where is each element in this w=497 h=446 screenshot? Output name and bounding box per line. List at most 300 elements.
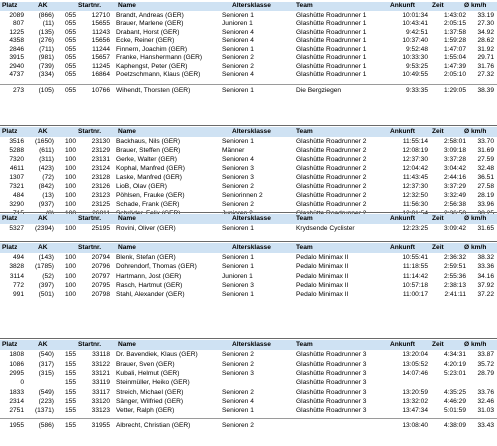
- table-row: [0, 20, 497, 29]
- cell-team: Glashütte Roadrunner 1: [296, 54, 367, 62]
- cell-ak: (13): [42, 192, 54, 199]
- cell-team: Glashütte Roadrunner 2: [296, 138, 367, 145]
- cell-team: Glashütte Roadrunner 3: [296, 379, 367, 387]
- cell-platz: 3516: [9, 138, 24, 145]
- cell-ankunft: 13:47:34: [402, 407, 428, 415]
- cell-nr: 23129: [91, 147, 110, 154]
- cell-team: Glashütte Roadrunner 1: [296, 37, 367, 45]
- cell-klasse: Senioren 1: [222, 45, 254, 53]
- header-team: Team: [296, 2, 313, 9]
- cell-team: Glashütte Roadrunner 3: [296, 397, 367, 405]
- cell-platz: 2314: [9, 397, 24, 405]
- cell-platz: 494: [12, 254, 24, 262]
- cell-ak: (549): [38, 388, 54, 396]
- cell-name: Gerke, Walter (GER): [116, 156, 177, 163]
- cell-nr: 33122: [91, 360, 110, 368]
- cell-team: Glashütte Roadrunner 2: [296, 183, 367, 190]
- cell-zeit: 3:32:49: [444, 192, 466, 199]
- cell-zeit: 2:55:36: [444, 272, 466, 280]
- header-klasse: Altersklasse: [232, 128, 271, 135]
- cell-nr: 33123: [91, 407, 110, 415]
- cell-zeit: 2:38:13: [444, 281, 466, 289]
- cell-nr: 33118: [92, 351, 110, 359]
- header-platz: Platz: [2, 244, 18, 251]
- cell-platz: 2089: [9, 11, 24, 19]
- table-separator: [0, 125, 497, 126]
- table-row: [0, 378, 497, 387]
- cell-ankunft: 14:07:46: [402, 369, 428, 377]
- cell-zeit: 4:34:31: [444, 351, 466, 359]
- table-header: [0, 127, 497, 137]
- row-divider: [0, 84, 497, 85]
- table-row: [0, 272, 497, 281]
- cell-ankunft: 10:37:40: [402, 37, 428, 45]
- cell-name: Sänger, Wilfried (GER): [116, 397, 184, 405]
- cell-platz: 3114: [9, 272, 24, 280]
- cell-team: Glashütte Roadrunner 1: [296, 20, 367, 28]
- header-ankunft: Ankunft: [390, 215, 415, 222]
- cell-ankunft: 11:18:55: [402, 263, 428, 271]
- cell-dist: 155: [64, 397, 76, 405]
- header-ankunft: Ankunft: [390, 128, 415, 135]
- cell-dist: 155: [64, 369, 76, 377]
- cell-ak: (52): [42, 272, 54, 280]
- cell-name: Laske, Manfred (GER): [116, 174, 182, 181]
- cell-ankunft: 9:52:48: [406, 45, 428, 53]
- cell-ankunft: 11:14:42: [402, 272, 428, 280]
- cell-klasse: Senioren 2: [222, 183, 254, 190]
- cell-nr: 25195: [91, 225, 110, 232]
- cell-platz: 4611: [9, 165, 24, 172]
- cell-kmh: 32.48: [477, 165, 494, 172]
- cell-nr: 31955: [91, 422, 110, 430]
- cell-name: Schade, Frank (GER): [116, 201, 180, 208]
- header-name: Name: [118, 215, 136, 222]
- cell-ak: (540): [38, 351, 54, 359]
- cell-ankunft: 10:57:18: [402, 281, 428, 289]
- cell-dist: 155: [64, 351, 76, 359]
- cell-name: Albrecht, Christian (GER): [116, 422, 191, 430]
- cell-name: Kaphengst, Peter (GER): [116, 62, 188, 70]
- cell-kmh: 31.03: [477, 407, 494, 415]
- cell-ak: (311): [39, 156, 54, 163]
- table-row: [0, 173, 497, 182]
- cell-ankunft: 11:00:17: [402, 291, 428, 298]
- cell-zeit: 1:29:05: [444, 86, 466, 94]
- cell-dist: 100: [64, 165, 76, 172]
- header-nr: Startnr.: [78, 2, 102, 9]
- cell-name: Backhaus, Nils (GER): [116, 138, 181, 145]
- cell-name: Ecke, Reiner (GER): [116, 37, 175, 45]
- header-name: Name: [118, 2, 136, 9]
- header-name: Name: [118, 128, 136, 135]
- cell-ankunft: 13:20:04: [402, 351, 428, 359]
- table-row: [0, 397, 497, 406]
- cell-ak: (315): [38, 369, 54, 377]
- table-row: [0, 155, 497, 164]
- cell-ak: (334): [38, 71, 54, 79]
- cell-platz: 5288: [9, 147, 24, 154]
- cell-platz: 2751: [9, 407, 24, 415]
- cell-klasse: Junioren 1: [222, 20, 253, 28]
- cell-kmh: 31.69: [477, 147, 494, 154]
- header-zeit: Zeit: [432, 244, 444, 251]
- cell-ankunft: 12:37:30: [402, 156, 428, 163]
- cell-kmh: 32.46: [477, 397, 494, 405]
- cell-name: Wihendt, Thorsten (GER): [116, 86, 191, 94]
- table-row: [0, 63, 497, 72]
- header-zeit: Zeit: [432, 341, 444, 348]
- header-klasse: Altersklasse: [232, 244, 271, 251]
- cell-nr: 12710: [91, 11, 110, 19]
- table-row: [0, 224, 497, 233]
- cell-name: Dohrendorf, Thomas (GER): [116, 263, 197, 271]
- cell-platz: 7320: [9, 156, 24, 163]
- cell-klasse: Senioren 4: [222, 37, 254, 45]
- table-row: [0, 46, 497, 55]
- cell-name: Pöhlsen, Frauke (GER): [116, 192, 185, 199]
- cell-nr: 33120: [91, 397, 110, 405]
- cell-klasse: Senioren 2: [222, 201, 254, 208]
- cell-zeit: 1:55:04: [444, 54, 466, 62]
- cell-kmh: 37.92: [477, 281, 494, 289]
- cell-name: Brauer, Marlene (GER): [116, 20, 184, 28]
- cell-platz: 2846: [9, 45, 24, 53]
- header-ankunft: Ankunft: [390, 2, 415, 9]
- header-name: Name: [118, 244, 136, 251]
- cell-platz: 4737: [9, 71, 24, 79]
- header-team: Team: [296, 215, 313, 222]
- table-row: [0, 137, 497, 146]
- cell-team: Glashütte Roadrunner 2: [296, 192, 367, 199]
- cell-zeit: 2:05:10: [444, 71, 466, 79]
- header-nr: Startnr.: [78, 128, 102, 135]
- cell-ankunft: 11:56:30: [402, 201, 428, 208]
- cell-nr: 33119: [92, 379, 110, 387]
- cell-nr: 20795: [91, 281, 110, 289]
- cell-zeit: 4:35:25: [444, 388, 466, 396]
- header-platz: Platz: [2, 341, 18, 348]
- cell-nr: 16864: [91, 71, 110, 79]
- cell-ak: (317): [38, 360, 54, 368]
- cell-nr: 20798: [91, 291, 110, 298]
- cell-klasse: Senioren 4: [222, 28, 254, 36]
- cell-team: Glashütte Roadrunner 1: [296, 11, 367, 19]
- table-row: [0, 360, 497, 369]
- cell-name: Poetzschmann, Klaus (GER): [116, 71, 201, 79]
- header-kmh: Ø km/h: [464, 2, 487, 9]
- cell-dist: 155: [64, 407, 76, 415]
- table-row: [0, 71, 497, 80]
- cell-ak: (423): [38, 165, 54, 172]
- cell-team: Glashütte Roadrunner 1: [296, 71, 367, 79]
- cell-dist: 055: [64, 71, 76, 79]
- cell-ankunft: 10:55:41: [402, 254, 428, 262]
- cell-klasse: Senioren 1: [222, 291, 254, 298]
- cell-ankunft: 11:43:45: [402, 174, 428, 181]
- table-row: [0, 146, 497, 155]
- cell-kmh: 31.65: [477, 225, 494, 232]
- cell-ak: (1650): [34, 138, 54, 145]
- cell-team: Glashütte Roadrunner 3: [296, 360, 367, 368]
- header-team: Team: [296, 244, 313, 251]
- cell-klasse: Senioren 2: [222, 360, 254, 368]
- cell-nr: 15656: [91, 37, 110, 45]
- table-header: [0, 243, 497, 253]
- cell-platz: 1086: [9, 360, 24, 368]
- cell-dist: 100: [64, 263, 76, 271]
- cell-klasse: Seniorinnen 2: [222, 192, 263, 199]
- cell-kmh: 31.76: [477, 62, 494, 70]
- cell-zeit: 3:37:28: [444, 156, 466, 163]
- cell-ak: (2394): [34, 225, 54, 232]
- cell-kmh: 38.32: [477, 254, 494, 262]
- header-klasse: Altersklasse: [232, 215, 271, 222]
- cell-dist: 100: [64, 254, 76, 262]
- header-nr: Startnr.: [78, 341, 102, 348]
- cell-name: Franke, Hanshermann (GER): [116, 54, 203, 62]
- cell-platz: 2940: [9, 62, 24, 70]
- cell-name: Brauer, Sven (GER): [116, 360, 175, 368]
- cell-klasse: Senioren 1: [222, 263, 254, 271]
- cell-name: Streich, Michael (GER): [116, 388, 184, 396]
- cell-dist: 100: [64, 201, 76, 208]
- cell-zeit: 2:41:11: [444, 291, 466, 298]
- table-separator: [0, 212, 497, 213]
- cell-klasse: Senioren 1: [222, 86, 254, 94]
- cell-name: Brandt, Andreas (GER): [116, 11, 184, 19]
- cell-team: Pedalo Minimax II: [296, 272, 349, 280]
- table-row-extra: [0, 87, 497, 96]
- cell-klasse: Senioren 1: [222, 407, 254, 415]
- header-klasse: Altersklasse: [232, 341, 271, 348]
- cell-kmh: 34.16: [477, 272, 494, 280]
- cell-klasse: Senioren 1: [222, 11, 254, 19]
- cell-zeit: 5:23:01: [444, 369, 466, 377]
- header-nr: Startnr.: [78, 244, 102, 251]
- cell-klasse: Senioren 3: [222, 174, 254, 181]
- cell-kmh: 34.92: [477, 28, 494, 36]
- cell-nr: 23124: [91, 165, 110, 172]
- header-ankunft: Ankunft: [390, 244, 415, 251]
- cell-platz: 5327: [9, 225, 24, 232]
- cell-ankunft: 12:37:30: [402, 183, 428, 190]
- cell-dist: 100: [64, 156, 76, 163]
- cell-ankunft: 11:55:14: [402, 138, 428, 145]
- table-header: [0, 2, 497, 11]
- cell-ak: (981): [38, 54, 54, 62]
- cell-team: Glashütte Roadrunner 3: [296, 388, 367, 396]
- cell-kmh: 37.22: [477, 291, 494, 298]
- cell-team: Glashütte Roadrunner 1: [296, 62, 367, 70]
- cell-ankunft: 12:32:50: [402, 192, 428, 199]
- cell-platz: 273: [12, 86, 24, 94]
- cell-zeit: 2:44:16: [444, 174, 466, 181]
- cell-klasse: Senioren 1: [222, 254, 254, 262]
- cell-kmh: 28.19: [477, 192, 494, 199]
- cell-dist: 155: [64, 360, 76, 368]
- cell-platz: 1225: [9, 28, 24, 36]
- cell-kmh: 31.92: [477, 45, 494, 53]
- table-header: [0, 340, 497, 350]
- cell-ak: (1371): [34, 407, 54, 415]
- header-nr: Startnr.: [78, 215, 102, 222]
- header-zeit: Zeit: [432, 128, 444, 135]
- cell-nr: 15657: [91, 54, 110, 62]
- cell-dist: 155: [64, 379, 76, 387]
- cell-zeit: 1:37:58: [444, 28, 466, 36]
- table-separator: [0, 338, 497, 339]
- table-row: [0, 191, 497, 200]
- cell-platz: 772: [12, 281, 24, 289]
- cell-platz: 4358: [9, 37, 24, 45]
- cell-ankunft: 9:42:51: [406, 28, 428, 36]
- cell-nr: 23128: [91, 174, 110, 181]
- cell-kmh: 35.72: [477, 360, 494, 368]
- header-team: Team: [296, 128, 313, 135]
- cell-kmh: 28.62: [477, 37, 494, 45]
- cell-kmh: 27.30: [477, 20, 494, 28]
- header-kmh: Ø km/h: [464, 215, 487, 222]
- cell-nr: 20794: [91, 254, 110, 262]
- header-ak: AK: [38, 244, 48, 251]
- header-ak: AK: [38, 2, 48, 9]
- cell-zeit: 1:59:28: [444, 37, 466, 45]
- header-kmh: Ø km/h: [464, 244, 487, 251]
- cell-nr: 11245: [92, 62, 110, 70]
- cell-ankunft: 9:33:35: [406, 86, 428, 94]
- cell-team: Krydsende Cyclister: [296, 225, 355, 232]
- cell-ak: (711): [39, 45, 54, 53]
- cell-platz: 1307: [9, 174, 24, 181]
- cell-klasse: Senioren 2: [222, 54, 254, 62]
- header-platz: Platz: [2, 128, 18, 135]
- header-ak: AK: [38, 215, 48, 222]
- table-row: [0, 37, 497, 46]
- cell-dist: 055: [64, 86, 76, 94]
- cell-kmh: 33.87: [477, 351, 494, 359]
- cell-ankunft: 13:32:02: [402, 397, 428, 405]
- cell-dist: 055: [64, 37, 76, 45]
- cell-klasse: Senioren 2: [222, 62, 254, 70]
- table-row: [0, 12, 497, 21]
- cell-ak: (937): [38, 201, 54, 208]
- cell-name: Rasch, Hartmut (GER): [116, 281, 183, 289]
- cell-kmh: 28.79: [477, 369, 494, 377]
- cell-platz: 3915: [9, 54, 24, 62]
- cell-zeit: 2:56:38: [444, 201, 466, 208]
- cell-klasse: Senioren 1: [222, 225, 254, 232]
- cell-nr: 23123: [91, 192, 110, 199]
- cell-kmh: 33.76: [477, 388, 494, 396]
- header-zeit: Zeit: [432, 215, 444, 222]
- cell-nr: 20797: [91, 272, 110, 280]
- cell-kmh: 33.70: [477, 138, 494, 145]
- cell-dist: 055: [64, 20, 76, 28]
- cell-ankunft: 9:53:25: [406, 62, 428, 70]
- cell-ankunft: 13:05:52: [402, 360, 428, 368]
- table-row: [0, 54, 497, 63]
- cell-ak: (276): [38, 37, 54, 45]
- cell-zeit: 2:36:32: [444, 254, 466, 262]
- cell-ak: (135): [38, 28, 54, 36]
- cell-team: Glashütte Roadrunner 3: [296, 369, 367, 377]
- cell-dist: 100: [64, 291, 76, 298]
- table-row: [0, 281, 497, 290]
- cell-nr: 33121: [91, 369, 110, 377]
- cell-zeit: 5:01:59: [444, 407, 466, 415]
- table-separator: [0, 241, 497, 242]
- cell-team: Glashütte Roadrunner 2: [296, 147, 367, 154]
- cell-team: Glashütte Roadrunner 2: [296, 156, 367, 163]
- cell-zeit: 1:47:39: [444, 62, 466, 70]
- cell-name: Brauer, Steffen (GER): [116, 147, 181, 154]
- header-zeit: Zeit: [432, 2, 444, 9]
- cell-name: LioB, Olav (GER): [116, 183, 167, 190]
- cell-kmh: 38.39: [477, 86, 494, 94]
- cell-dist: 055: [64, 62, 76, 70]
- cell-team: Pedalo Minimax II: [296, 281, 349, 289]
- cell-platz: 484: [12, 192, 24, 199]
- cell-ak: (611): [39, 147, 54, 154]
- cell-name: Dr. Bavendiek, Klaus (GER): [116, 351, 198, 359]
- table-header: [0, 214, 497, 224]
- cell-platz: 3290: [9, 201, 24, 208]
- cell-ankunft: 10:43:41: [402, 20, 428, 28]
- cell-platz: 991: [12, 291, 24, 298]
- cell-platz: 7321: [9, 183, 24, 190]
- cell-klasse: Senioren 1: [222, 138, 254, 145]
- cell-kmh: 36.51: [477, 174, 494, 181]
- cell-ak: (866): [38, 11, 54, 19]
- cell-klasse: Senioren 3: [222, 165, 254, 172]
- cell-ak: (586): [38, 422, 54, 430]
- table-row: [0, 164, 497, 173]
- cell-klasse: Senioren 3: [222, 281, 254, 289]
- cell-ak: (143): [38, 254, 54, 262]
- cell-klasse: Senioren 4: [222, 397, 254, 405]
- cell-zeit: 4:46:29: [444, 397, 466, 405]
- cell-dist: 155: [64, 388, 76, 396]
- cell-dist: 100: [64, 192, 76, 199]
- cell-dist: 100: [64, 174, 76, 181]
- cell-klasse: Senioren 2: [222, 422, 254, 430]
- cell-dist: 100: [64, 281, 76, 289]
- cell-dist: 100: [64, 138, 76, 145]
- cell-nr: 11244: [92, 45, 110, 53]
- cell-team: Glashütte Roadrunner 1: [296, 28, 367, 36]
- cell-dist: 055: [64, 11, 76, 19]
- header-name: Name: [118, 341, 136, 348]
- cell-team: Glashütte Roadrunner 2: [296, 201, 367, 208]
- cell-ak: (842): [38, 183, 54, 190]
- cell-zeit: 3:09:42: [444, 225, 466, 232]
- cell-kmh: 27.58: [477, 183, 494, 190]
- header-kmh: Ø km/h: [464, 128, 487, 135]
- cell-platz: 807: [12, 20, 24, 28]
- cell-team: Pedalo Minimax II: [296, 291, 349, 298]
- cell-name: Drabant, Horst (GER): [116, 28, 180, 36]
- cell-name: Steinmüller, Heiko (GER): [116, 379, 190, 387]
- cell-zeit: 4:20:19: [444, 360, 466, 368]
- cell-ak: (501): [38, 291, 54, 298]
- table-row: [0, 350, 497, 359]
- cell-name: Rovini, Oliver (GER): [116, 225, 176, 232]
- header-ak: AK: [38, 341, 48, 348]
- cell-dist: 100: [64, 183, 76, 190]
- cell-nr: 20796: [91, 263, 110, 271]
- header-kmh: Ø km/h: [464, 341, 487, 348]
